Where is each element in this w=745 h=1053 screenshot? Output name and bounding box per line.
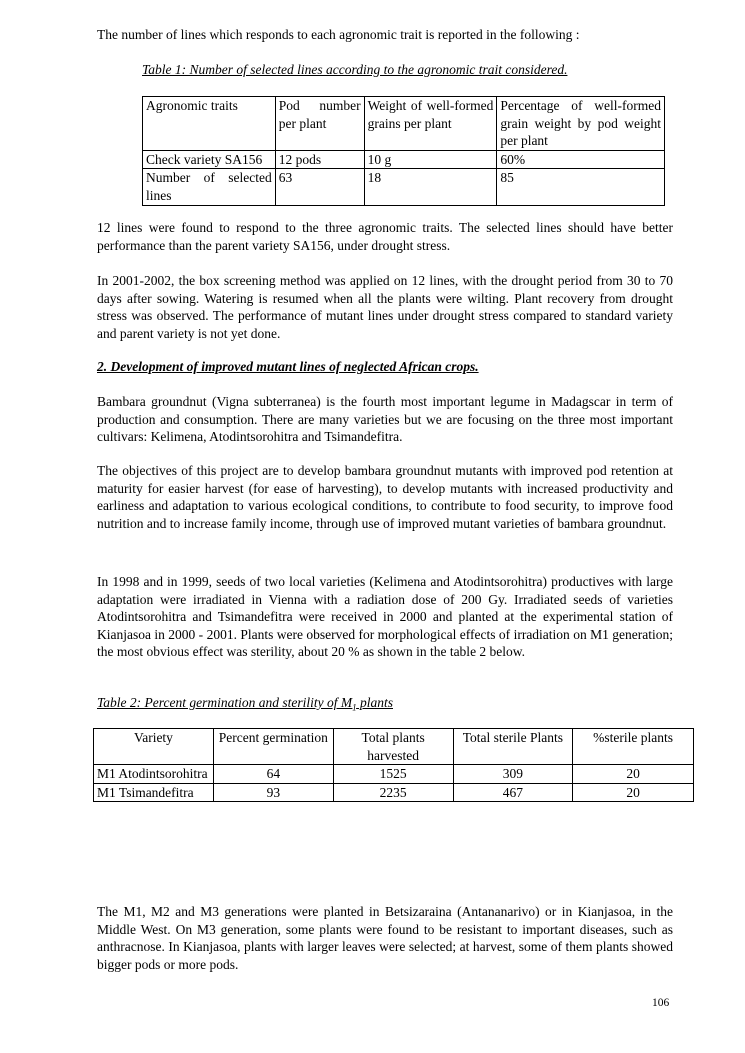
table-cell: M1 Atodintsorohitra	[94, 765, 214, 784]
table-cell: 60%	[497, 150, 665, 169]
table1-header-cell: Pod number per plant	[275, 97, 364, 151]
table2-header-row	[94, 729, 694, 765]
table-cell: 93	[213, 783, 333, 802]
table2-header-cell: Percent germination	[213, 729, 333, 765]
table1-header-cell: Agronomic traits	[143, 97, 276, 151]
table-row	[94, 765, 694, 784]
intro-paragraph: The number of lines which responds to each agronomic trait is reported in the following :	[97, 27, 580, 42]
table1	[142, 96, 665, 206]
table-row	[143, 169, 665, 205]
table-row	[143, 150, 665, 169]
table-cell: 18	[364, 169, 497, 205]
table-cell: 1525	[333, 765, 453, 784]
table2	[93, 728, 694, 802]
table2-caption-subscript: 1	[352, 702, 357, 713]
table-cell: 2235	[333, 783, 453, 802]
table-cell: 20	[573, 765, 694, 784]
paragraph-selected-lines: 12 lines were found to respond to the three agronomic traits. The selected lines should have better performance than the parent variety SA156, under drought stress.	[97, 220, 673, 253]
paragraph-bambara: Bambara groundnut (Vigna subterranea) is the fourth most important legume in Madagscar in term of production and consumption. There are many varieties but we are focusing on the three most important cultivars: Kelimena, Atodintsorohitra and Tsimandefitra.	[97, 394, 673, 445]
table-cell: 309	[453, 765, 573, 784]
table2-header-cell: Total sterile Plants	[453, 729, 573, 765]
paragraph-irradiation: In 1998 and in 1999, seeds of two local varieties (Kelimena and Atodintsorohitra) productives with large adaptation were irradiated in Vienna with a radiation dose of 200 Gy. Irradiated seeds of varieties Atodintsorohitra and Tsimandefitra were received in 2000 and planted at the experimental station of Kianjasoa in 2000 - 2001. Plants were observed for morphological effects of irradiation on M1 generation; the most obvious effect was sterility, about 20 % as shown in the table 2 below.	[97, 574, 673, 660]
table-cell: M1 Tsimandefitra	[94, 783, 214, 802]
table2-caption	[97, 694, 393, 712]
table-cell: 64	[213, 765, 333, 784]
table2-header-cell: Total plants harvested	[333, 729, 453, 765]
table-row	[94, 783, 694, 802]
table1-header-cell: Percentage of well-formed grain weight by pod weight per plant	[497, 97, 665, 151]
page-number: 106	[652, 997, 670, 1009]
table-cell: 10 g	[364, 150, 497, 169]
table2-caption-text: Table 2: Percent germination and sterility of M	[97, 695, 353, 710]
table-cell: 85	[497, 169, 665, 205]
paragraph-generations: The M1, M2 and M3 generations were planted in Betsizaraina (Antananarivo) or in Kianjasoa, in the Middle West. On M3 generation, some plants were found to be resistant to important diseases, such as anthracnose. In Kianjasoa, plants with larger leaves were selected; at harvest, some of them plants showed bigger pods or more pods.	[97, 904, 673, 972]
table-cell: 20	[573, 783, 694, 802]
table-cell: 63	[275, 169, 364, 205]
table-cell: 467	[453, 783, 573, 802]
paragraph-box-screening: In 2001-2002, the box screening method was applied on 12 lines, with the drought period from 30 to 70 days after sowing. Watering is resumed when all the plants were wilting. Plant recovery from drought stress was observed. The performance of mutant lines under drought stress compared to standard variety and parent variety is not yet done.	[97, 273, 673, 341]
table2-header-cell: %sterile plants	[573, 729, 694, 765]
table-cell: Number of selected lines	[143, 169, 276, 205]
paragraph-objectives: The objectives of this project are to develop bambara groundnut mutants with improved pod retention at maturity for easier harvest (for ease of harvesting), to develop mutants with increased productivity and earliness and adaptation to various ecological conditions, to contribute to food security, to improve food nutrition and to increase family income, through use of improved mutant varieties of bambara groundnut.	[97, 463, 673, 531]
table1-header-row	[143, 97, 665, 151]
table1-header-cell: Weight of well-formed grains per plant	[364, 97, 497, 151]
table-cell: Check variety SA156	[143, 150, 276, 169]
table-cell: 12 pods	[275, 150, 364, 169]
section-heading-2: 2. Development of improved mutant lines of neglected African crops.	[97, 359, 479, 374]
table1-caption: Table 1: Number of selected lines according to the agronomic trait considered.	[142, 62, 568, 77]
table2-caption-text-end: plants	[356, 695, 393, 710]
table2-header-cell: Variety	[94, 729, 214, 765]
